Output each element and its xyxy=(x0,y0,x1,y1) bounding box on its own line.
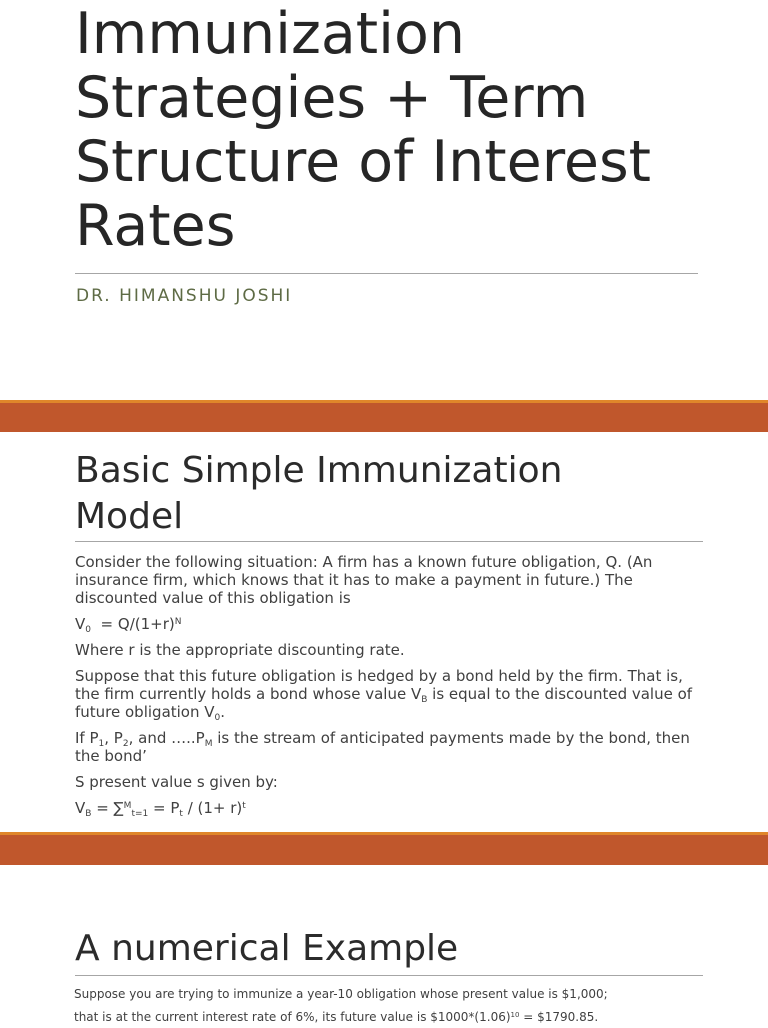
example-line: that is at the current interest rate of 6%, its future value is $\$1000*(1.06)^{10}$ = $1790.85. xyxy=(74,1010,599,1024)
equation-present-value: $V_0 = Q/(1+r)^N$ xyxy=(75,615,182,635)
paragraph-payments: If $P_1$, $P_2$, and $\dots..P_M$ is the stream of anticipated payments made by the bond, then the bond’ xyxy=(75,729,690,765)
paragraph-hedge: Suppose that this future obligation is hedged by a bond held by the firm. That is, the firm currently holds a bond whose value $V_B$ is equal to the discounted value of future obligation $V_0$. xyxy=(75,667,693,723)
slide-heading-model: Basic Simple Immunization Model xyxy=(75,450,563,537)
heading-divider xyxy=(75,541,703,542)
slide-separator-band xyxy=(0,832,768,865)
title-divider xyxy=(75,273,698,274)
paragraph-discount-rate: Where r is the appropriate discounting rate. xyxy=(75,641,405,659)
paragraph-present-value-label: S present value s given by: xyxy=(75,773,278,791)
slide-body-example xyxy=(74,984,714,1028)
example-line: Suppose you are trying to immunize a year-10 obligation whose present value is $1,000; xyxy=(74,987,608,1001)
author-name: DR. HIMANSHU JOSHI xyxy=(76,286,293,306)
slide-body-model xyxy=(75,553,700,825)
equation-bond-value: $V_B = \sum^M_{t=1} = P_t / (1+ r)^t$ xyxy=(75,799,246,819)
slide-separator-band xyxy=(0,400,768,432)
slide-heading-example: A numerical Example xyxy=(75,928,459,969)
paragraph-situation: Consider the following situation: A firm has a known future obligation, Q. (An insurance firm, which knows that it has to make a payment in future.) The discounted value of this obligation is xyxy=(75,553,653,607)
title-slide-heading: Immunization Strategies + Term Structure of Interest Rates xyxy=(75,1,651,259)
heading-divider xyxy=(75,975,703,976)
title-slide xyxy=(0,0,768,400)
